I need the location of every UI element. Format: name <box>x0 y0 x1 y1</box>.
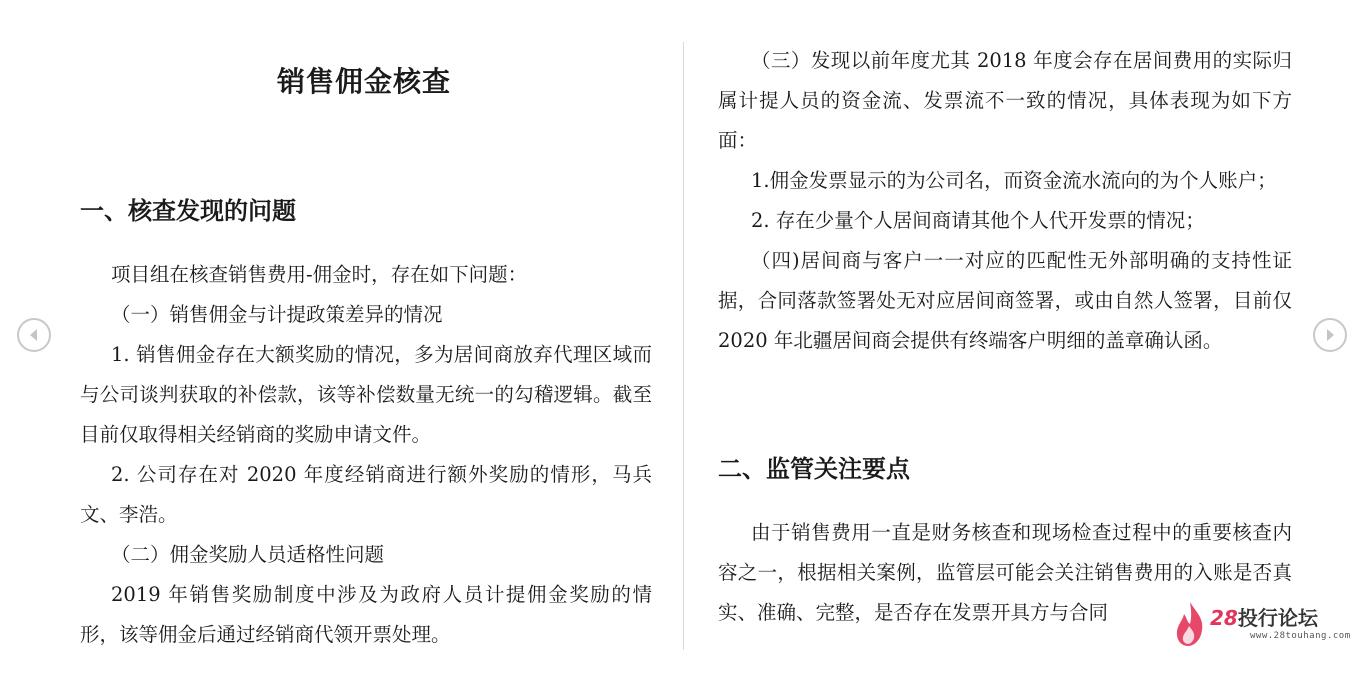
chevron-right-icon <box>1322 327 1338 343</box>
paragraph: 项目组在核查销售费用-佣金时，存在如下问题： <box>111 263 528 286</box>
watermark-url: www.28touhang.com <box>1250 631 1351 641</box>
page-divider <box>683 42 684 650</box>
watermark-name: 投行论坛 <box>1237 606 1318 630</box>
section-heading-regulatory: 二、监管关注要点 <box>718 455 910 483</box>
paragraph: 1. 销售佣金存在大额奖励的情况，多为居间商放弃代理区域而与公司谈判获取的补偿款，该等补偿数量无统一的勾稽逻辑。截至目前仅取得相关经销商的奖励申请文件。 <box>80 343 652 446</box>
document-title: 销售佣金核查 <box>276 65 451 98</box>
subsection-heading: （二）佣金奖励人员适格性问题 <box>111 543 385 566</box>
left-body-text <box>80 255 652 655</box>
next-page-button[interactable] <box>1313 318 1347 352</box>
paragraph: 由于销售费用一直是财务核查和现场检查过程中的重要核查内容之一，根据相关案例，监管层可能会关注销售费用的入账是否真实、准确、完整，是否存在发票开具方与合同 <box>718 521 1292 624</box>
paragraph: 2. 存在少量个人居间商请其他个人代开发票的情况； <box>751 209 1205 232</box>
subsection-paragraph: （四)居间商与客户一一对应的匹配性无外部明确的支持性证据，合同落款签署处无对应居间商签署，或由自然人签署，目前仅 2020 年北疆居间商会提供有终端客户明细的盖章确认函。 <box>718 249 1292 352</box>
subsection-heading: （一）销售佣金与计提政策差异的情况 <box>111 303 443 326</box>
chevron-left-icon <box>26 327 42 343</box>
paragraph: 2. 公司存在对 2020 年度经销商进行额外奖励的情形，马兵文、李浩。 <box>80 463 652 526</box>
forum-watermark <box>1172 598 1362 650</box>
subsection-paragraph: （三）发现以前年度尤其 2018 年度会存在居间费用的实际归属计提人员的资金流、发票流不一致的情况，具体表现为如下方面： <box>718 49 1292 152</box>
watermark-number: 28 <box>1210 606 1238 630</box>
paragraph: 2019 年销售奖励制度中涉及为政府人员计提佣金奖励的情形，该等佣金后通过经销商代领开票处理。 <box>80 583 652 646</box>
flame-logo-icon <box>1172 600 1208 648</box>
paragraph: 1.佣金发票显示的为公司名，而资金流水流向的为个人账户； <box>751 169 1277 192</box>
previous-page-button[interactable] <box>17 318 51 352</box>
right-body-text <box>718 41 1292 361</box>
section-heading-issues: 一、核查发现的问题 <box>80 197 296 225</box>
